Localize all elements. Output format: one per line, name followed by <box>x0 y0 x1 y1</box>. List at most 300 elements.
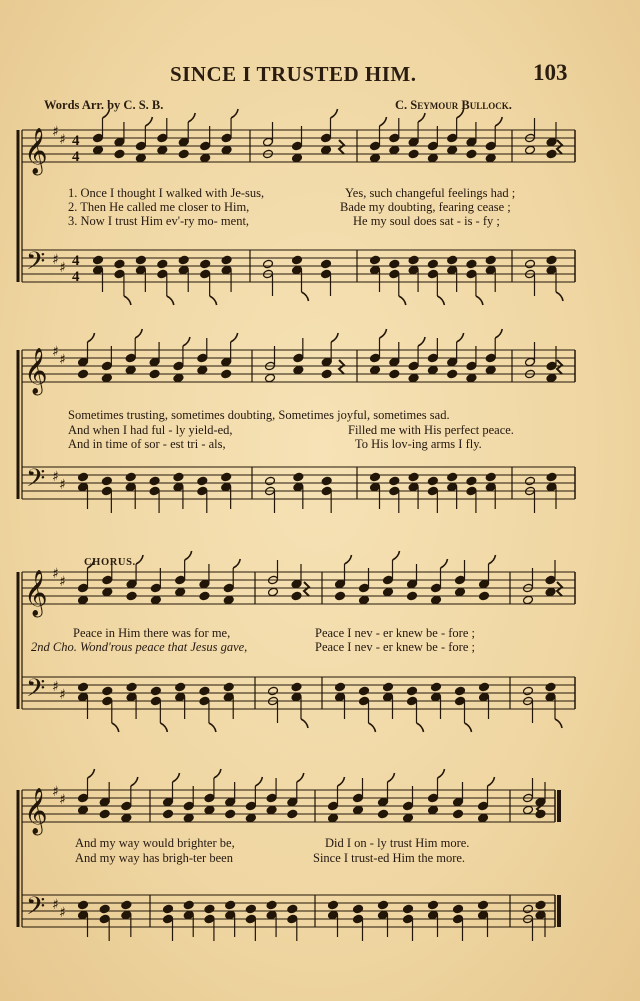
note-flag <box>160 723 167 732</box>
notehead <box>114 269 125 279</box>
notehead <box>150 696 161 706</box>
sharp-sign: ♯ <box>52 252 59 268</box>
rest-mark <box>557 360 562 374</box>
notehead <box>466 361 477 371</box>
notehead <box>125 482 136 492</box>
notehead <box>403 914 414 924</box>
notehead <box>265 476 276 486</box>
notehead <box>102 587 113 597</box>
notehead <box>389 269 400 279</box>
notehead <box>178 149 189 159</box>
notehead <box>407 686 418 696</box>
note-flag <box>88 769 95 778</box>
sharp-sign: ♯ <box>59 352 66 368</box>
notehead <box>225 797 236 807</box>
notehead <box>293 353 304 363</box>
notehead <box>78 357 89 367</box>
notehead <box>263 137 274 147</box>
rest-mark <box>304 582 309 596</box>
notehead <box>245 904 256 914</box>
time-signature: 4 <box>72 149 80 165</box>
notehead <box>99 914 110 924</box>
note-flag <box>556 292 563 301</box>
notehead <box>150 595 161 605</box>
notehead <box>525 476 536 486</box>
note-flag <box>124 296 131 305</box>
rest-mark <box>557 582 562 596</box>
notehead <box>221 482 232 492</box>
note-flag <box>183 337 190 346</box>
note-flag <box>388 773 395 782</box>
notehead <box>466 476 477 486</box>
notehead <box>178 265 189 275</box>
lyric-line: And my way has brigh-ter been <box>75 851 233 865</box>
notehead <box>427 141 438 151</box>
bass-clef: 𝄢 <box>26 464 46 499</box>
notehead <box>93 255 104 265</box>
notehead <box>447 472 458 482</box>
notehead <box>447 255 458 265</box>
notehead <box>408 265 419 275</box>
notehead <box>466 486 477 496</box>
notehead <box>173 361 184 371</box>
notehead <box>455 575 466 585</box>
note-flag <box>297 773 304 782</box>
note-flag <box>380 329 387 338</box>
note-flag <box>476 296 483 305</box>
notehead <box>447 265 458 275</box>
notehead <box>478 910 489 920</box>
notehead <box>293 482 304 492</box>
notehead <box>125 353 136 363</box>
notehead <box>135 255 146 265</box>
notehead <box>370 482 381 492</box>
notehead <box>370 265 381 275</box>
notehead <box>266 900 277 910</box>
notehead <box>292 265 303 275</box>
notehead <box>78 472 89 482</box>
note-flag <box>417 723 424 732</box>
notehead <box>389 145 400 155</box>
notehead <box>78 900 89 910</box>
notehead <box>78 692 89 702</box>
notehead <box>535 900 546 910</box>
note-flag <box>441 559 448 568</box>
note-flag <box>214 769 221 778</box>
notehead <box>200 153 211 163</box>
chorus-label: CHORUS. <box>84 557 136 568</box>
notehead <box>183 801 194 811</box>
note-flag <box>167 296 174 305</box>
rest-mark <box>339 140 344 154</box>
sharp-sign: ♯ <box>52 344 59 360</box>
notehead <box>523 805 534 815</box>
notehead <box>428 793 439 803</box>
notehead <box>175 587 186 597</box>
notehead <box>114 259 125 269</box>
notehead <box>545 575 556 585</box>
notehead <box>321 357 332 367</box>
notehead <box>453 797 464 807</box>
note-flag <box>136 555 143 564</box>
notehead <box>225 809 236 819</box>
notehead <box>353 805 364 815</box>
notehead <box>525 145 536 155</box>
notehead <box>378 910 389 920</box>
notehead <box>126 692 137 702</box>
note-flag <box>380 117 387 126</box>
notehead <box>101 476 112 486</box>
notehead <box>353 914 364 924</box>
notehead <box>383 692 394 702</box>
notehead <box>525 357 536 367</box>
note-flag <box>438 769 445 778</box>
time-signature: 4 <box>72 253 80 269</box>
notehead <box>293 472 304 482</box>
treble-clef: 𝄞 <box>24 570 48 616</box>
notehead <box>223 692 234 702</box>
note-flag <box>418 337 425 346</box>
notehead <box>359 686 370 696</box>
notehead <box>245 801 256 811</box>
notehead <box>370 255 381 265</box>
note-flag <box>437 296 444 305</box>
sharp-sign: ♯ <box>59 260 66 276</box>
notehead <box>335 591 346 601</box>
notehead <box>408 373 419 383</box>
lyric-line: 2nd Cho. Wond'rous peace that Jesus gave, <box>31 640 248 654</box>
note-flag <box>495 117 502 126</box>
notehead <box>535 809 546 819</box>
notehead <box>221 145 232 155</box>
treble-clef: 𝄞 <box>24 788 48 834</box>
notehead <box>263 259 274 269</box>
notehead <box>197 353 208 363</box>
notehead <box>431 595 442 605</box>
notehead <box>245 914 256 924</box>
note-flag <box>233 559 240 568</box>
notehead <box>378 809 389 819</box>
lyric-line: Bade my doubting, fearing cease ; <box>340 200 511 214</box>
notehead <box>204 793 215 803</box>
notehead <box>291 682 302 692</box>
notehead <box>101 373 112 383</box>
notehead <box>101 361 112 371</box>
bass-clef: 𝄢 <box>26 247 46 282</box>
notehead <box>431 692 442 702</box>
time-signature: 4 <box>72 269 80 285</box>
notehead <box>453 809 464 819</box>
notehead <box>546 482 557 492</box>
notehead <box>545 587 556 597</box>
notehead <box>125 365 136 375</box>
notehead <box>268 587 279 597</box>
hymn-title: SINCE I TRUSTED HIM. <box>170 62 417 86</box>
notehead <box>479 579 490 589</box>
notehead <box>200 141 211 151</box>
notehead <box>221 357 232 367</box>
notehead <box>485 255 496 265</box>
notehead <box>447 145 458 155</box>
notehead <box>546 137 557 147</box>
notehead <box>455 696 466 706</box>
lyric-line: Peace in Him there was for me, <box>73 626 231 640</box>
notehead <box>99 797 110 807</box>
lyric-line: 3. Now I trust Him ev'-ry mo- ment, <box>68 214 250 228</box>
notehead <box>359 595 370 605</box>
note-flag <box>338 777 345 786</box>
notehead <box>265 373 276 383</box>
notehead <box>408 482 419 492</box>
notehead <box>287 809 298 819</box>
notehead <box>408 149 419 159</box>
lyric-line: Yes, such changeful feelings had ; <box>345 186 516 200</box>
notehead <box>204 904 215 914</box>
notehead <box>135 141 146 151</box>
notehead <box>291 579 302 589</box>
notehead <box>546 265 557 275</box>
notehead <box>546 373 557 383</box>
sharp-sign: ♯ <box>52 784 59 800</box>
notehead <box>403 904 414 914</box>
notehead <box>407 591 418 601</box>
notehead <box>125 472 136 482</box>
notehead <box>466 269 477 279</box>
notehead <box>321 259 332 269</box>
notehead <box>175 692 186 702</box>
notehead <box>389 476 400 486</box>
notehead <box>78 482 89 492</box>
note-flag <box>457 109 464 118</box>
notehead <box>370 153 381 163</box>
notehead <box>204 805 215 815</box>
note-flag <box>331 109 338 118</box>
notehead <box>359 696 370 706</box>
treble-clef: 𝄞 <box>24 128 48 174</box>
notehead <box>102 575 113 585</box>
notehead <box>455 587 466 597</box>
notehead <box>292 141 303 151</box>
sharp-sign: ♯ <box>59 477 66 493</box>
bass-clef: 𝄢 <box>26 674 46 709</box>
notehead <box>102 696 113 706</box>
notehead <box>431 682 442 692</box>
notehead <box>353 904 364 914</box>
notehead <box>173 482 184 492</box>
rest-mark <box>557 140 562 154</box>
notehead <box>447 133 458 143</box>
notehead <box>199 579 210 589</box>
notehead <box>378 797 389 807</box>
note-flag <box>210 296 217 305</box>
notehead <box>221 369 232 379</box>
notehead <box>114 137 125 147</box>
notehead <box>427 476 438 486</box>
notehead <box>545 682 556 692</box>
notehead <box>287 904 298 914</box>
notehead <box>78 805 89 815</box>
notehead <box>197 476 208 486</box>
notehead <box>478 801 489 811</box>
notehead <box>328 900 339 910</box>
notehead <box>478 900 489 910</box>
notehead <box>428 900 439 910</box>
notehead <box>408 255 419 265</box>
notehead <box>431 583 442 593</box>
notehead <box>428 805 439 815</box>
notehead <box>221 472 232 482</box>
note-flag <box>457 333 464 342</box>
notehead <box>175 575 186 585</box>
notehead <box>78 595 89 605</box>
notehead <box>479 682 490 692</box>
notehead <box>321 486 332 496</box>
notehead <box>266 910 277 920</box>
notehead <box>370 141 381 151</box>
words-credit: Words Arr. by C. S. B. <box>44 98 164 112</box>
notehead <box>149 357 160 367</box>
notehead <box>245 813 256 823</box>
notehead <box>150 686 161 696</box>
notehead <box>335 692 346 702</box>
notehead <box>199 686 210 696</box>
notehead <box>157 259 168 269</box>
notehead <box>183 910 194 920</box>
notehead <box>199 591 210 601</box>
notehead <box>453 914 464 924</box>
notehead <box>370 365 381 375</box>
notehead <box>485 153 496 163</box>
notehead <box>525 259 536 269</box>
lyric-line: To His lov-ing arms I fly. <box>355 437 482 451</box>
notehead <box>403 813 414 823</box>
notehead <box>389 259 400 269</box>
notehead <box>408 137 419 147</box>
notehead <box>221 133 232 143</box>
notehead <box>466 149 477 159</box>
notehead <box>93 145 104 155</box>
sharp-sign: ♯ <box>59 905 66 921</box>
notehead <box>287 797 298 807</box>
lyric-line: And when I had ful - ly yield-ed, <box>68 423 233 437</box>
notehead <box>93 265 104 275</box>
notehead <box>204 914 215 924</box>
lyric-line: And my way would brighter be, <box>75 836 235 850</box>
notehead <box>427 269 438 279</box>
notehead <box>197 486 208 496</box>
notehead <box>102 686 113 696</box>
notehead <box>479 591 490 601</box>
notehead <box>389 486 400 496</box>
notehead <box>328 813 339 823</box>
note-flag <box>209 723 216 732</box>
note-flag <box>555 719 562 728</box>
notehead <box>149 476 160 486</box>
notehead <box>199 696 210 706</box>
note-flag <box>112 723 119 732</box>
note-flag <box>173 773 180 782</box>
notehead <box>183 813 194 823</box>
notehead <box>321 476 332 486</box>
notehead <box>101 486 112 496</box>
notehead <box>149 369 160 379</box>
notehead <box>121 801 132 811</box>
note-flag <box>103 109 110 118</box>
notehead <box>485 353 496 363</box>
notehead <box>200 259 211 269</box>
notehead <box>126 591 137 601</box>
notehead <box>157 145 168 155</box>
notehead <box>126 682 137 692</box>
notehead <box>408 361 419 371</box>
notehead <box>403 801 414 811</box>
sharp-sign: ♯ <box>52 566 59 582</box>
note-flag <box>465 723 472 732</box>
notehead <box>546 361 557 371</box>
note-flag <box>185 551 192 560</box>
lyric-line: Peace I nev - er knew be - fore ; <box>315 626 475 640</box>
notehead <box>546 472 557 482</box>
notehead <box>121 813 132 823</box>
notehead <box>149 486 160 496</box>
note-flag <box>489 555 496 564</box>
notehead <box>321 269 332 279</box>
notehead <box>335 682 346 692</box>
notehead <box>292 153 303 163</box>
notehead <box>163 904 174 914</box>
notehead <box>163 797 174 807</box>
notehead <box>359 583 370 593</box>
lyric-line: He my soul does sat - is - fy ; <box>353 214 500 228</box>
notehead <box>197 365 208 375</box>
notehead <box>183 900 194 910</box>
notehead <box>126 579 137 589</box>
notehead <box>427 486 438 496</box>
notehead <box>173 373 184 383</box>
time-signature: 4 <box>72 133 80 149</box>
notehead <box>546 149 557 159</box>
sharp-sign: ♯ <box>59 574 66 590</box>
notehead <box>335 579 346 589</box>
notehead <box>428 910 439 920</box>
notehead <box>383 587 394 597</box>
lyric-line: 1. Once I thought I walked with Je-sus, <box>68 186 265 200</box>
notehead <box>99 809 110 819</box>
notehead <box>478 813 489 823</box>
notehead <box>287 914 298 924</box>
lyric-line: Did I on - ly trust Him more. <box>325 836 470 850</box>
sharp-sign: ♯ <box>52 469 59 485</box>
sharp-sign: ♯ <box>59 132 66 148</box>
notehead <box>163 914 174 924</box>
notehead <box>485 482 496 492</box>
note-flag <box>393 551 400 560</box>
notehead <box>378 900 389 910</box>
notehead <box>453 904 464 914</box>
notehead <box>485 265 496 275</box>
sharp-sign: ♯ <box>52 679 59 695</box>
note-flag <box>255 777 262 786</box>
note-flag <box>345 555 352 564</box>
notehead <box>173 472 184 482</box>
notehead <box>135 265 146 275</box>
lyric-line: And in time of sor - est tri - als, <box>68 437 226 451</box>
note-flag <box>145 117 152 126</box>
rest-mark <box>339 360 344 374</box>
notehead <box>389 369 400 379</box>
notehead <box>163 809 174 819</box>
notehead <box>389 133 400 143</box>
